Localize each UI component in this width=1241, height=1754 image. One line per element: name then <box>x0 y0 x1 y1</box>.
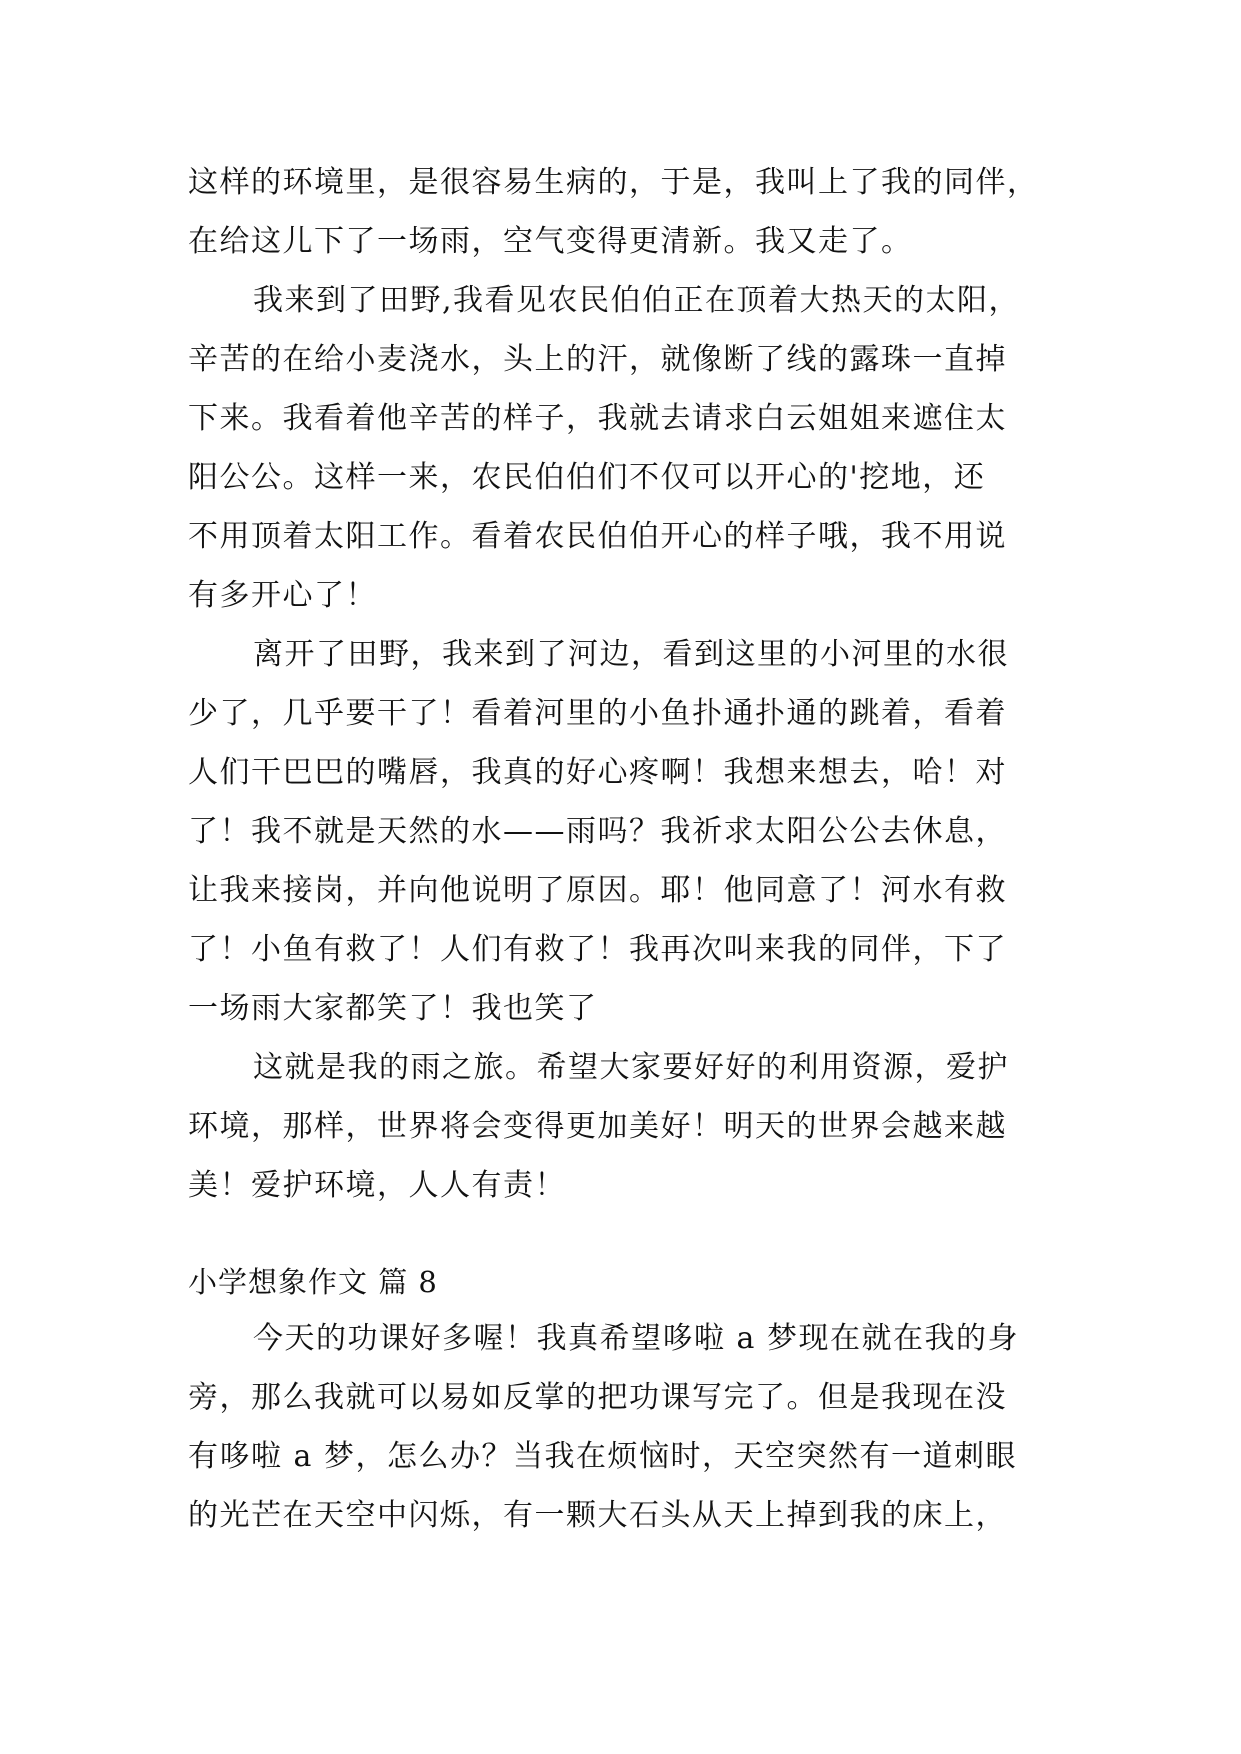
text-line: 今天的功课好多喔！我真希望哆啦 a 梦现在就在我的身 <box>253 1321 1019 1356</box>
text-line: 一场雨大家都笑了！我也笑了 <box>188 991 598 1026</box>
text-line: 让我来接岗，并向他说明了原因。耶！他同意了！河水有救 <box>188 873 1007 908</box>
text-line: 辛苦的在给小麦浇水，头上的汗，就像断了线的露珠一直掉 <box>188 342 1007 377</box>
text-line: 离开了田野，我来到了河边，看到这里的小河里的水很 <box>253 637 1009 672</box>
text-line: 这样的环境里，是很容易生病的，于是，我叫上了我的同伴， <box>188 165 1039 200</box>
text-line: 旁，那么我就可以易如反掌的把功课写完了。但是我现在没 <box>188 1380 1007 1415</box>
text-line: 了！我不就是天然的水——雨吗？我祈求太阳公公去休息， <box>188 814 1007 849</box>
text-line: 不用顶着太阳工作。看着农民伯伯开心的样子哦，我不用说 <box>188 519 1007 554</box>
text-line: 我来到了田野,我看见农民伯伯正在顶着大热天的太阳， <box>253 283 1021 318</box>
text-line: 在给这儿下了一场雨，空气变得更清新。我又走了。 <box>188 224 913 259</box>
text-line: 少了，几乎要干了！看着河里的小鱼扑通扑通的跳着，看着 <box>188 696 1007 731</box>
text-line: 阳公公。这样一来，农民伯伯们不仅可以开心的'挖地，还 <box>188 460 986 495</box>
text-line: 有哆啦 a 梦，怎么办？当我在烦恼时，天空突然有一道刺眼 <box>188 1439 1017 1474</box>
text-line: 环境，那样，世界将会变得更加美好！明天的世界会越来越 <box>188 1109 1007 1144</box>
text-line: 人们干巴巴的嘴唇，我真的好心疼啊！我想来想去，哈！对 <box>188 755 1007 790</box>
text-line: 了！小鱼有救了！人们有救了！我再次叫来我的同伴，下了 <box>188 932 1007 967</box>
text-line: 的光芒在天空中闪烁，有一颗大石头从天上掉到我的床上， <box>188 1498 1007 1533</box>
text-line: 这就是我的雨之旅。希望大家要好好的利用资源，爱护 <box>253 1050 1009 1085</box>
section-heading: 小学想象作文 篇 8 <box>188 1265 438 1299</box>
text-line: 下来。我看着他辛苦的样子，我就去请求白云姐姐来遮住太 <box>188 401 1007 436</box>
text-line: 美！爱护环境，人人有责！ <box>188 1168 566 1203</box>
text-line: 有多开心了！ <box>188 578 377 613</box>
